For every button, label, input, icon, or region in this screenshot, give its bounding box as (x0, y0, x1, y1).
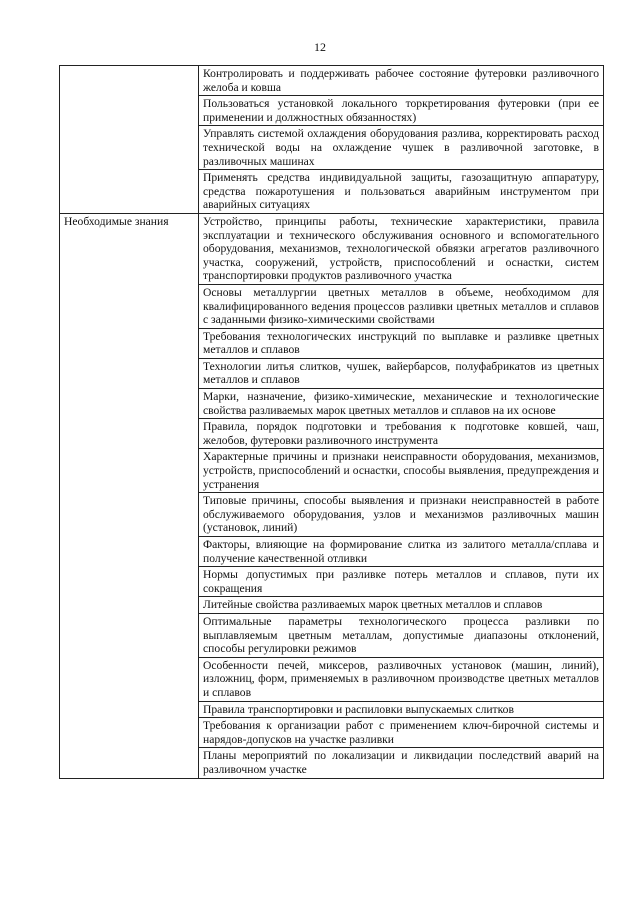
table-row (60, 213, 604, 284)
requirement-item: Типовые причины, способы выявления и признаки неисправностей в работе обслуживаемого оборудования, узлов и механизмов разливочных машин (установок, линий) (199, 493, 604, 537)
requirement-item: Устройство, принципы работы, технические характеристики, правила эксплуатации и технического обслуживания основного и вспомогательного оборудования, механизмов, технологической обвязки агрегатов разливочного участка, сооружений, устройств, приспособлений и оснастки, систем транспортировки продуктов разливочного участка (199, 213, 604, 284)
requirement-item: Управлять системой охлаждения оборудования разлива, корректировать расход технической воды на охлаждение чушек в разливочной заготовке, в разливочных машинах (199, 126, 604, 170)
group-label-cell (60, 66, 199, 214)
requirement-item: Применять средства индивидуальной защиты, газозащитную аппаратуру, средства пожаротушения и пользоваться аварийным инструментом при аварийных ситуациях (199, 170, 604, 214)
requirement-item: Контролировать и поддерживать рабочее состояние футеровки разливочного желоба и ковша (199, 66, 604, 96)
requirement-item: Литейные свойства разливаемых марок цветных металлов и сплавов (199, 597, 604, 614)
requirements-table-body (60, 66, 604, 779)
table-row (60, 66, 604, 96)
requirement-item: Особенности печей, миксеров, разливочных установок (машин, линий), изложниц, форм, применяемых в разливочном производстве цветных металлов и сплавов (199, 657, 604, 701)
group-label-cell: Необходимые знания (60, 213, 199, 778)
requirement-item: Характерные причины и признаки неисправности оборудования, механизмов, устройств, приспособлений и оснастки, способы выявления, предупреждения и устранения (199, 449, 604, 493)
requirement-item: Марки, назначение, физико-химические, механические и технологические свойства разливаемых марок цветных металлов и сплавов на их основе (199, 389, 604, 419)
requirements-table (59, 65, 604, 779)
requirement-item: Требования технологических инструкций по выплавке и разливке цветных металлов и сплавов (199, 328, 604, 358)
requirement-item: Правила транспортировки и распиловки выпускаемых слитков (199, 701, 604, 718)
requirement-item: Факторы, влияющие на формирование слитка из залитого металла/сплава и получение качественной отливки (199, 537, 604, 567)
requirement-item: Планы мероприятий по локализации и ликвидации последствий аварий на разливочном участке (199, 748, 604, 778)
requirement-item: Основы металлургии цветных металлов в объеме, необходимом для квалифицированного ведения процессов разливки цветных металлов и сплавов с заданными физико-химическими свойствами (199, 284, 604, 328)
requirement-item: Правила, порядок подготовки и требования к подготовке ковшей, чаш, желобов, футеровки разливочного инструмента (199, 419, 604, 449)
requirement-item: Требования к организации работ с применением ключ-бирочной системы и нарядов-допусков на участке разливки (199, 718, 604, 748)
page-number: 12 (314, 40, 326, 54)
requirement-item: Технологии литья слитков, чушек, вайербарсов, полуфабрикатов из цветных металлов и сплавов (199, 358, 604, 388)
requirement-item: Оптимальные параметры технологического процесса разливки по выплавляемым цветным металлам, допустимые диапазоны отклонений, способы регулировки режимов (199, 613, 604, 657)
requirement-item: Пользоваться установкой локального торкретирования футеровки (при ее применении и должностных обязанностях) (199, 96, 604, 126)
requirement-item: Нормы допустимых при разливке потерь металлов и сплавов, пути их сокращения (199, 567, 604, 597)
